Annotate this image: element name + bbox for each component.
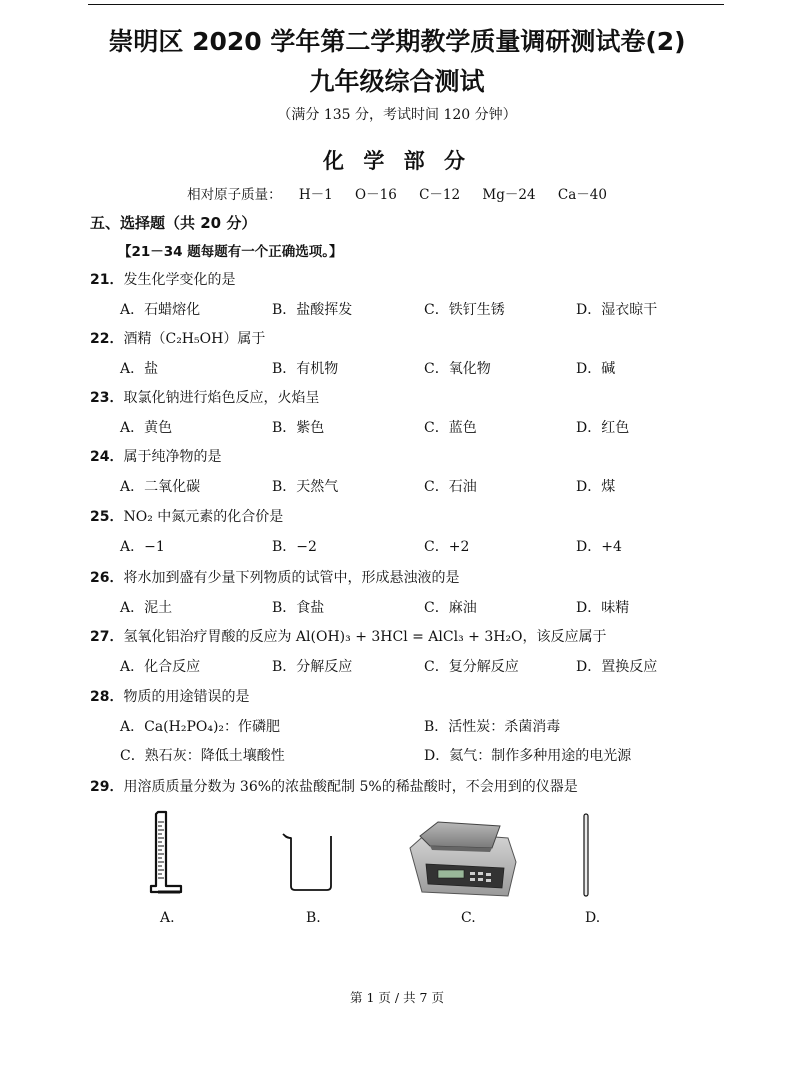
option-c: C．氧化物 [424, 361, 491, 377]
question-28 [90, 686, 249, 706]
option-b: B．−2 [272, 539, 317, 555]
atomic-mass: Mg－24 [482, 187, 536, 203]
option-b: B．天然气 [272, 479, 339, 495]
question-stem: 属于纯净物的是 [123, 449, 222, 465]
option-b: B．活性炭：杀菌消毒 [424, 719, 561, 735]
option-c: C．+2 [424, 539, 470, 555]
option-c: C．熟石灰：降低土壤酸性 [120, 748, 285, 764]
question-23 [90, 387, 319, 407]
option-a: A．化合反应 [120, 659, 201, 675]
question-number: 25． [90, 509, 124, 525]
option-a: A．二氧化碳 [120, 479, 201, 495]
figure-label-c: C. [461, 910, 476, 926]
atomic-mass: Ca－40 [557, 187, 607, 203]
question-number: 21． [90, 272, 124, 288]
question-27 [90, 626, 607, 646]
part-heading: 五、选择题（共 20 分） [90, 214, 257, 232]
exam-note: （满分 135 分，考试时间 120 分钟） [277, 107, 517, 123]
top-rule [88, 4, 724, 5]
exam-subtitle: 九年级综合测试 [309, 67, 485, 96]
question-21 [90, 269, 235, 289]
option-c: C．复分解反应 [424, 659, 519, 675]
beaker-figure [281, 832, 341, 894]
option-a: A．Ca(H₂PO₄)₂：作磷肥 [120, 719, 281, 735]
question-number: 23． [90, 390, 124, 406]
option-d: D．味精 [576, 600, 630, 616]
section-title: 化 学 部 分 [323, 149, 471, 173]
option-a: A．盐 [120, 361, 159, 377]
glass-rod-figure [580, 812, 592, 898]
question-number: 29． [90, 779, 124, 795]
question-25 [90, 506, 283, 526]
option-a: A．泥土 [120, 600, 173, 616]
option-c: C．石油 [424, 479, 477, 495]
atomic-mass: O－16 [355, 187, 397, 203]
question-number: 22． [90, 331, 124, 347]
question-number: 27． [90, 629, 124, 645]
option-b: B．分解反应 [272, 659, 353, 675]
graduated-cylinder-figure [146, 810, 192, 896]
figure-label-b: B. [306, 910, 321, 926]
question-22 [90, 328, 265, 348]
atomic-label: 相对原子质量： [187, 187, 282, 203]
option-d: D．湿衣晾干 [576, 302, 658, 318]
question-29 [90, 776, 578, 796]
option-b: B．有机物 [272, 361, 339, 377]
exam-title: 崇明区 2020 学年第二学期教学质量调研测试卷(2) [108, 27, 686, 56]
option-d: D．煤 [576, 479, 616, 495]
option-a: A．黄色 [120, 420, 173, 436]
option-c: C．麻油 [424, 600, 477, 616]
question-number: 28． [90, 689, 124, 705]
electronic-balance-figure [408, 818, 518, 898]
figure-label-a: A. [160, 910, 175, 926]
atomic-mass: C－12 [419, 187, 461, 203]
question-stem: NO₂ 中氮元素的化合价是 [123, 509, 284, 525]
option-d: D．氦气：制作多种用途的电光源 [424, 748, 632, 764]
atomic-masses [0, 183, 794, 203]
question-number: 26． [90, 570, 124, 586]
question-stem: 发生化学变化的是 [123, 272, 236, 288]
option-d: D．+4 [576, 539, 622, 555]
option-a: A．−1 [120, 539, 165, 555]
question-26 [90, 567, 459, 587]
question-stem: 取氯化钠进行焰色反应，火焰呈 [123, 390, 320, 406]
option-b: B．食盐 [272, 600, 325, 616]
question-stem: 氢氧化铝治疗胃酸的反应为 Al(OH)₃ + 3HCl = AlCl₃ + 3H₂O，该反应属于 [123, 629, 607, 645]
question-stem: 将水加到盛有少量下列物质的试管中，形成悬浊液的是 [123, 570, 460, 586]
question-24 [90, 446, 221, 466]
option-c: C．铁钉生锈 [424, 302, 505, 318]
option-d: D．置换反应 [576, 659, 658, 675]
atomic-mass: H－1 [298, 187, 333, 203]
part-instruction: 【21－34 题每题有一个正确选项。】 [118, 244, 343, 260]
question-number: 24． [90, 449, 124, 465]
option-b: B．紫色 [272, 420, 325, 436]
option-c: C．蓝色 [424, 420, 477, 436]
question-stem: 用溶质质量分数为 36%的浓盐酸配制 5%的稀盐酸时，不会用到的仪器是 [123, 779, 578, 795]
question-stem: 酒精（C₂H₅OH）属于 [123, 331, 266, 347]
option-a: A．石蜡熔化 [120, 302, 201, 318]
option-d: D．红色 [576, 420, 630, 436]
page-footer: 第 1 页 / 共 7 页 [350, 990, 444, 1005]
option-d: D．碱 [576, 361, 616, 377]
figure-label-d: D. [585, 910, 601, 926]
question-stem: 物质的用途错误的是 [123, 689, 250, 705]
option-b: B．盐酸挥发 [272, 302, 353, 318]
